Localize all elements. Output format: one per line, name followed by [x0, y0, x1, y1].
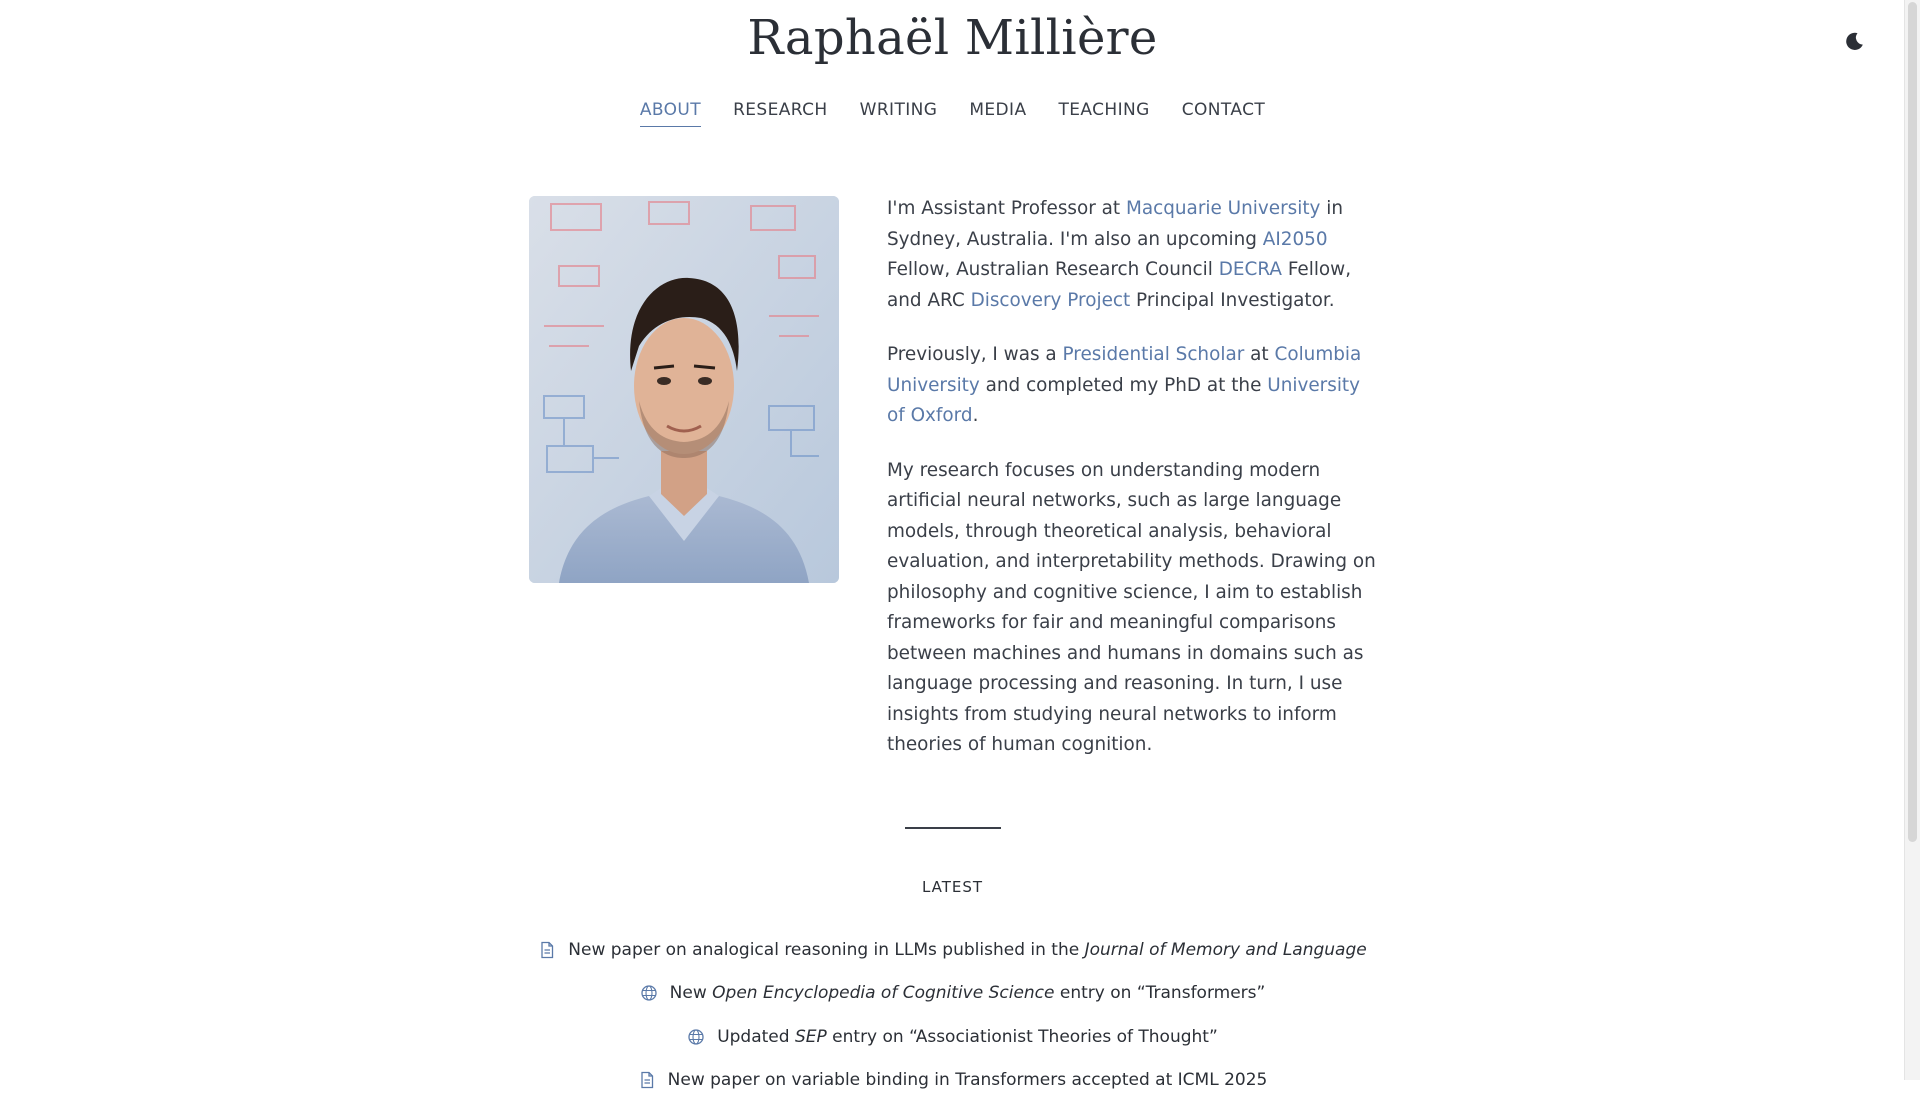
document-icon: [638, 1071, 656, 1089]
latest-news-list: [0, 928, 1905, 1102]
profile-photo: [529, 196, 839, 583]
section-divider: [905, 827, 1001, 829]
nav-about[interactable]: ABOUT: [640, 100, 701, 127]
link-columbia-university[interactable]: Columbia University: [887, 344, 1361, 396]
moon-icon: [1842, 30, 1866, 54]
news-item[interactable]: New Open Encyclopedia of Cognitive Science entry on “Transformers”: [0, 972, 1905, 1016]
nav-writing[interactable]: WRITING: [860, 100, 938, 127]
link-discovery-project[interactable]: Discovery Project: [971, 290, 1131, 311]
bio-paragraph-3: My research focuses on understanding modern artificial neural networks, such as large language models, through theoretical analysis, behavioral evaluation, and interpretability methods. Drawing on philosophy and cognitive science, I aim to establish frameworks for fair and meaningful comparisons between machines and humans in domains such as language processing and reasoning. In turn, I use insights from studying neural networks to inform theories of human cognition.: [887, 456, 1379, 761]
nav-research[interactable]: RESEARCH: [733, 100, 828, 127]
link-university-of-oxford[interactable]: University of Oxford: [887, 375, 1360, 427]
globe-icon: [687, 1028, 705, 1046]
bio: [887, 194, 1379, 785]
latest-heading: LATEST: [0, 878, 1905, 896]
scrollbar-thumb[interactable]: [1908, 2, 1917, 842]
link-decra[interactable]: DECRA: [1219, 259, 1282, 280]
nav-contact[interactable]: CONTACT: [1182, 100, 1265, 127]
document-icon: [538, 941, 556, 959]
main-nav: [0, 100, 1905, 127]
nav-teaching[interactable]: TEACHING: [1059, 100, 1150, 127]
dark-mode-toggle[interactable]: [1842, 30, 1866, 54]
link-presidential-scholar[interactable]: Presidential Scholar: [1063, 344, 1245, 365]
news-item[interactable]: New paper on variable binding in Transformers accepted at ICML 2025: [0, 1059, 1905, 1102]
bio-paragraph-2: Previously, I was a Presidential Scholar at Columbia University and completed my PhD at the University of Oxford.: [887, 340, 1379, 432]
site-title[interactable]: Raphaël Millière: [0, 10, 1905, 66]
news-item[interactable]: Updated SEP entry on “Associationist Theories of Thought”: [0, 1015, 1905, 1059]
page-scrollbar[interactable]: [1904, 0, 1920, 1080]
globe-icon: [640, 984, 658, 1002]
link-ai2050[interactable]: AI2050: [1263, 229, 1328, 250]
link-macquarie-university[interactable]: Macquarie University: [1126, 198, 1320, 219]
news-item[interactable]: New paper on analogical reasoning in LLMs published in the Journal of Memory and Language: [0, 928, 1905, 972]
nav-media[interactable]: MEDIA: [969, 100, 1026, 127]
bio-paragraph-1: I'm Assistant Professor at Macquarie University in Sydney, Australia. I'm also an upcoming AI2050 Fellow, Australian Research Council DECRA Fellow, and ARC Discovery Project Principal Investigator.: [887, 194, 1379, 316]
